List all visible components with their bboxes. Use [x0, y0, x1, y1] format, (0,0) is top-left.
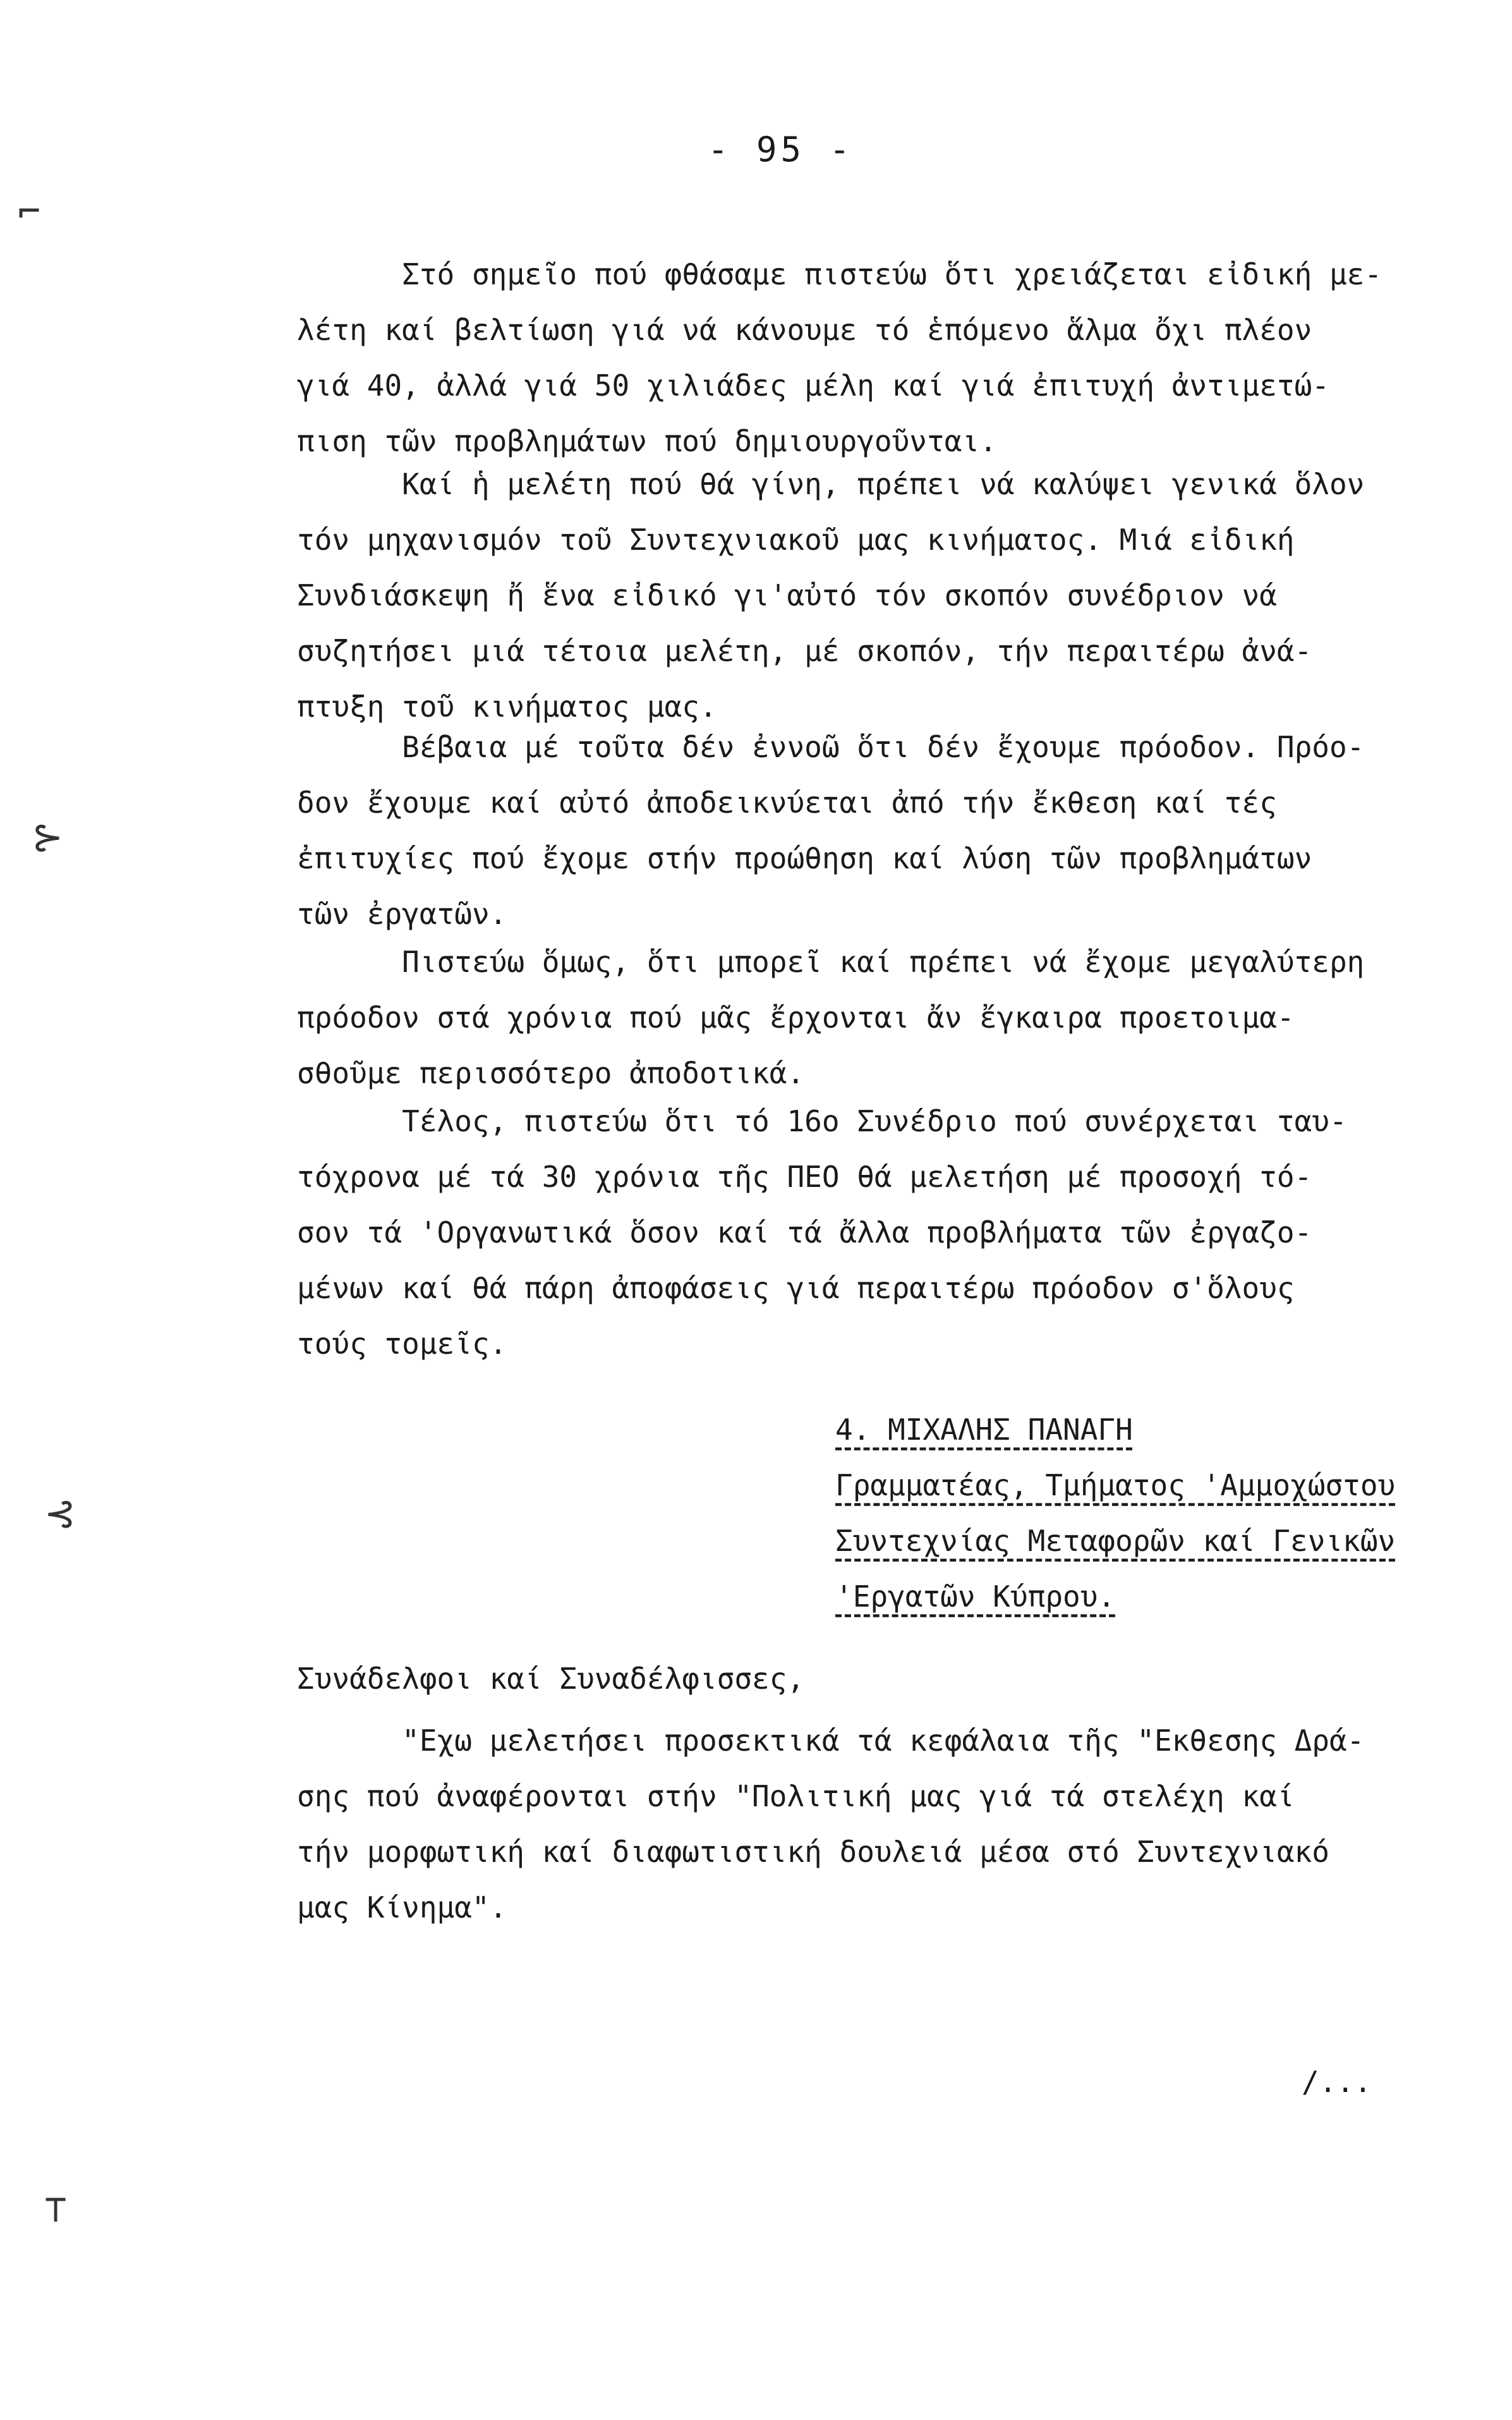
text-line: πρόοδον στά χρόνια πού μᾶς ἔρχονται ἄν ἔγκαιρα προετοιμα- [297, 1000, 1295, 1035]
text-line: τῶν ἐργατῶν. [297, 897, 507, 931]
text-line: ἐπιτυχίες πού ἔχομε στήν προώθηση καί λύση τῶν προβλημάτων [297, 841, 1312, 875]
text-line: "Εχω μελετήσει προσεκτικά τά κεφάλαια τῆς "Εκθεσης Δρά- [297, 1724, 1365, 1758]
text-line: Καί ἡ μελέτη πού θά γίνη, πρέπει νά καλύψει γενικά ὅλον [297, 467, 1365, 501]
text-line: σθοῦμε περισσότερο ἀποδοτικά. [297, 1056, 805, 1090]
margin-mark-icon: ⌐ [18, 190, 41, 234]
text-line: τόν μηχανισμόν τοῦ Συντεχνιακοῦ μας κινήματος. Μιά εἰδική [297, 523, 1295, 557]
continuation-mark: /... [1302, 2065, 1372, 2099]
text-line: Τέλος, πιστεύω ὅτι τό 16ο Συνέδριο πού συνέρχεται ταυ- [297, 1104, 1347, 1138]
salutation-text: Συνάδελφοι καί Συναδέλφισσες, [297, 1662, 805, 1696]
text-line: Στό σημεῖο πού φθάσαμε πιστεύω ὅτι χρειάζεται εἰδική με- [297, 257, 1382, 291]
signature-title: Γραμματέας, Τμήματος 'Αμμοχώστου [835, 1468, 1396, 1502]
text-line: τήν μορφωτική καί διαφωτιστική δουλειά μέσα στό Συντεχνιακό [297, 1835, 1329, 1869]
text-line: δον ἔχουμε καί αὐτό ἀποδεικνύεται ἀπό τήν ἔκθεση καί τές [297, 786, 1277, 820]
signature-block [835, 1402, 1395, 1624]
paragraph-1 [297, 246, 1466, 469]
text-line: λέτη καί βελτίωση γιά νά κάνουμε τό ἑπόμενο ἅλμα ὄχι πλέον [297, 313, 1312, 347]
text-line: συζητήσει μιά τέτοια μελέτη, μέ σκοπόν, τήν περαιτέρω ἀνά- [297, 634, 1312, 668]
signature-title: Συντεχνίας Μεταφορῶν καί Γενικῶν [835, 1524, 1396, 1558]
paragraph-2 [297, 456, 1466, 734]
text-line: μένων καί θά πάρη ἀποφάσεις γιά περαιτέρω πρόοδον σ'ὅλους [297, 1271, 1295, 1305]
page-number: - 95 - [708, 130, 854, 169]
text-line: σον τά 'Οργανωτικά ὅσον καί τά ἄλλα προβλήματα τῶν ἐργαζο- [297, 1215, 1312, 1250]
text-line: πιση τῶν προβλημάτων πού δημιουργοῦνται. [297, 424, 997, 458]
margin-mark-icon: ⊰ [44, 1492, 76, 1536]
margin-mark-icon: ⊱ [32, 815, 64, 860]
text-line: Συνδιάσκεψη ἤ ἕνα εἰδικό γι'αὐτό τόν σκοπόν συνέδριον νά [297, 578, 1277, 612]
text-line: σης πού ἀναφέρονται στήν "Πολιτική μας γιά τά στελέχη καί [297, 1779, 1295, 1813]
paragraph-3 [297, 719, 1466, 942]
text-line: Βέβαια μέ τοῦτα δέν ἐννοῶ ὅτι δέν ἔχουμε πρόοδον. Πρόο- [297, 730, 1365, 764]
signature-name: 4. ΜΙΧΑΛΗΣ ΠΑΝΑΓΗ [835, 1413, 1133, 1447]
paragraph-4 [297, 934, 1466, 1101]
text-line: γιά 40, ἀλλά γιά 50 χιλιάδες μέλη καί γιά ἐπιτυχή ἀντιμετώ- [297, 368, 1329, 403]
signature-title: 'Εργατῶν Κύπρου. [835, 1579, 1116, 1614]
paragraph-5 [297, 1093, 1466, 1371]
continuation [1302, 2054, 1453, 2110]
text-line: τούς τομεῖς. [297, 1327, 507, 1361]
closing-paragraph [297, 1713, 1466, 1935]
text-line: πτυξη τοῦ κινήματος μας. [297, 690, 717, 724]
text-line: μας Κίνημα". [297, 1890, 507, 1924]
text-line: τόχρονα μέ τά 30 χρόνια τῆς ΠΕΟ θά μελετήση μέ προσοχή τό- [297, 1160, 1312, 1194]
salutation [297, 1651, 1466, 1706]
text-line: Πιστεύω ὅμως, ὅτι μπορεῖ καί πρέπει νά ἔχομε μεγαλύτερη [297, 945, 1365, 979]
margin-mark-icon: ⊤ [44, 2187, 68, 2231]
